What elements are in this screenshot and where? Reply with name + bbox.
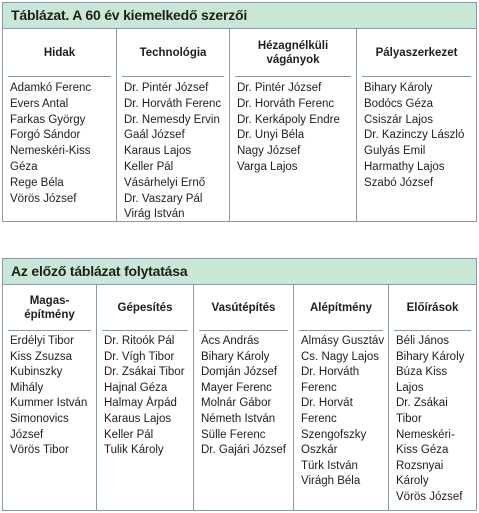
list-item: Keller Pál: [124, 160, 174, 173]
name-list: [10, 81, 113, 207]
list-item: Erdélyi Tibor: [10, 335, 74, 347]
column-header: Előírások: [406, 302, 459, 314]
list-item: Dr. Kazinczy László: [364, 129, 465, 142]
header-divider: [235, 76, 351, 77]
column-header: Hézagnélküli vágányok: [257, 40, 329, 66]
list-item: Varga Lajos: [237, 160, 298, 173]
table-title: Az előző táblázat folytatása: [3, 259, 476, 285]
list-item: Tulik Károly: [104, 444, 164, 457]
list-item: Béli János: [396, 335, 450, 347]
list-item: Dr. Horvát: [301, 397, 353, 410]
name-list: [301, 334, 385, 490]
list-item: Vörös József: [396, 490, 463, 503]
list-item: Harmathy Lajos: [364, 160, 445, 173]
list-item: Almásy Gusztáv: [301, 335, 385, 347]
list-item: Tibor: [396, 412, 422, 425]
list-item: Simonovics: [10, 412, 69, 425]
list-item: Halmay Árpád: [104, 397, 177, 410]
header-divider: [8, 76, 111, 77]
list-item: Dr. Pintér József: [237, 82, 322, 94]
list-item: Szengofszky: [301, 428, 367, 441]
list-item: Keller Pál: [104, 428, 154, 441]
column-palyaszerkezet: [356, 29, 476, 221]
continuation-table: [2, 258, 477, 511]
column-header: Gépesítés: [117, 302, 173, 314]
list-item: Csiszár Lajos: [364, 113, 434, 126]
header-divider: [8, 330, 91, 331]
list-item: Rozsnyai: [396, 459, 444, 472]
column-header: Hidak: [43, 47, 76, 59]
name-list: [104, 334, 190, 459]
list-item: Bodócs Géza: [364, 97, 434, 110]
list-item: Dr. Zsákai: [396, 397, 448, 410]
list-item: Kiss Géza: [396, 444, 449, 457]
list-item: Dr. Horváth Ferenc: [237, 97, 335, 110]
list-item: Szabó József: [364, 176, 434, 189]
list-item: Sülle Ferenc: [201, 428, 266, 441]
list-item: Rege Béla: [10, 176, 64, 189]
column-vasutepites: [193, 285, 293, 510]
list-item: Karaus Lajos: [124, 145, 192, 158]
list-item: Domján József: [201, 366, 278, 379]
list-item: Kummer István: [10, 397, 88, 410]
name-list: [124, 81, 226, 223]
list-item: Evers Antal: [10, 97, 69, 110]
list-item: Károly: [396, 475, 429, 488]
list-item: Bihary Károly: [396, 350, 465, 363]
list-item: Bihary Károly: [201, 350, 270, 363]
list-item: Géza: [10, 160, 38, 173]
list-item: Nemeskéri-Kiss: [10, 145, 91, 158]
list-item: Mihály: [10, 381, 44, 394]
list-item: Forgó Sándor: [10, 129, 81, 142]
list-item: Virág István: [124, 208, 185, 221]
list-item: Dr. Zsákai Tibor: [104, 366, 185, 379]
list-item: Kubinszky: [10, 366, 63, 379]
column-header: Pályaszerkezet: [375, 47, 458, 59]
name-list: [10, 334, 93, 459]
list-item: Oszkár: [301, 444, 338, 457]
list-item: József: [10, 428, 44, 441]
column-magasepitmeny: [3, 285, 96, 510]
list-item: Karaus Lajos: [104, 412, 172, 425]
list-item: Molnár Gábor: [201, 397, 272, 410]
column-header: Vasútépítés: [211, 302, 276, 314]
list-item: Németh István: [201, 412, 276, 425]
table-columns: [3, 29, 476, 221]
column-header: Magas-építmény: [24, 295, 75, 321]
column-technologia: [116, 29, 229, 221]
list-item: Nemeskéri-: [396, 428, 455, 441]
list-item: Vásárhelyi Ernő: [124, 176, 206, 189]
name-list: [396, 334, 473, 506]
list-item: Dr. Unyi Béla: [237, 129, 305, 142]
list-item: Dr. Vaszary Pál: [124, 192, 203, 205]
list-item: Virágh Béla: [301, 475, 361, 488]
list-item: Dr. Gajári József: [201, 444, 286, 457]
column-eloirasok: [388, 285, 476, 510]
list-item: Vörös Tibor: [10, 444, 69, 457]
header-divider: [102, 330, 188, 331]
name-list: [364, 81, 473, 192]
column-alepitmeny: [293, 285, 388, 510]
list-item: Dr. Kerkápoly Endre: [237, 113, 340, 126]
name-list: [201, 334, 290, 459]
column-hezagnelkuli-vaganyok: [229, 29, 356, 221]
list-item: Dr. Horváth: [301, 366, 360, 379]
header-divider: [362, 76, 471, 77]
header-divider: [394, 330, 471, 331]
table-columns: [3, 285, 476, 510]
list-item: Farkas György: [10, 113, 86, 126]
table-title: Táblázat. A 60 év kiemelkedő szerzői: [3, 3, 476, 29]
list-item: Dr. Pintér József: [124, 82, 209, 94]
header-divider: [299, 330, 383, 331]
header-divider: [122, 76, 224, 77]
list-item: Gulyás Emil: [364, 145, 426, 158]
list-item: Kiss Zsuzsa: [10, 350, 72, 363]
list-item: Ács András: [201, 335, 260, 347]
column-hidak: [3, 29, 116, 221]
name-list: [237, 81, 353, 176]
list-item: Bihary Károly: [364, 82, 433, 94]
list-item: Hajnal Géza: [104, 381, 168, 394]
list-item: Búza Kiss: [396, 366, 448, 379]
authors-table: [2, 2, 477, 222]
list-item: Türk István: [301, 459, 358, 472]
header-divider: [199, 330, 288, 331]
list-item: Dr. Horváth Ferenc: [124, 97, 222, 110]
list-item: Dr. Vígh Tibor: [104, 350, 175, 363]
list-item: Lajos: [396, 381, 424, 394]
column-gepesites: [96, 285, 193, 510]
column-header: Alépítmény: [310, 302, 372, 314]
list-item: Ferenc: [301, 412, 337, 425]
list-item: Gaál József: [124, 129, 185, 142]
list-item: Vörös József: [10, 192, 77, 205]
list-item: Mayer Ferenc: [201, 381, 272, 394]
list-item: Cs. Nagy Lajos: [301, 350, 379, 363]
list-item: Dr. Ritoók Pál: [104, 335, 175, 347]
list-item: Ferenc: [301, 381, 337, 394]
column-header: Technológia: [139, 47, 207, 59]
list-item: Dr. Nemesdy Ervin: [124, 113, 220, 126]
list-item: Nagy József: [237, 145, 301, 158]
list-item: Adamkó Ferenc: [10, 82, 92, 94]
